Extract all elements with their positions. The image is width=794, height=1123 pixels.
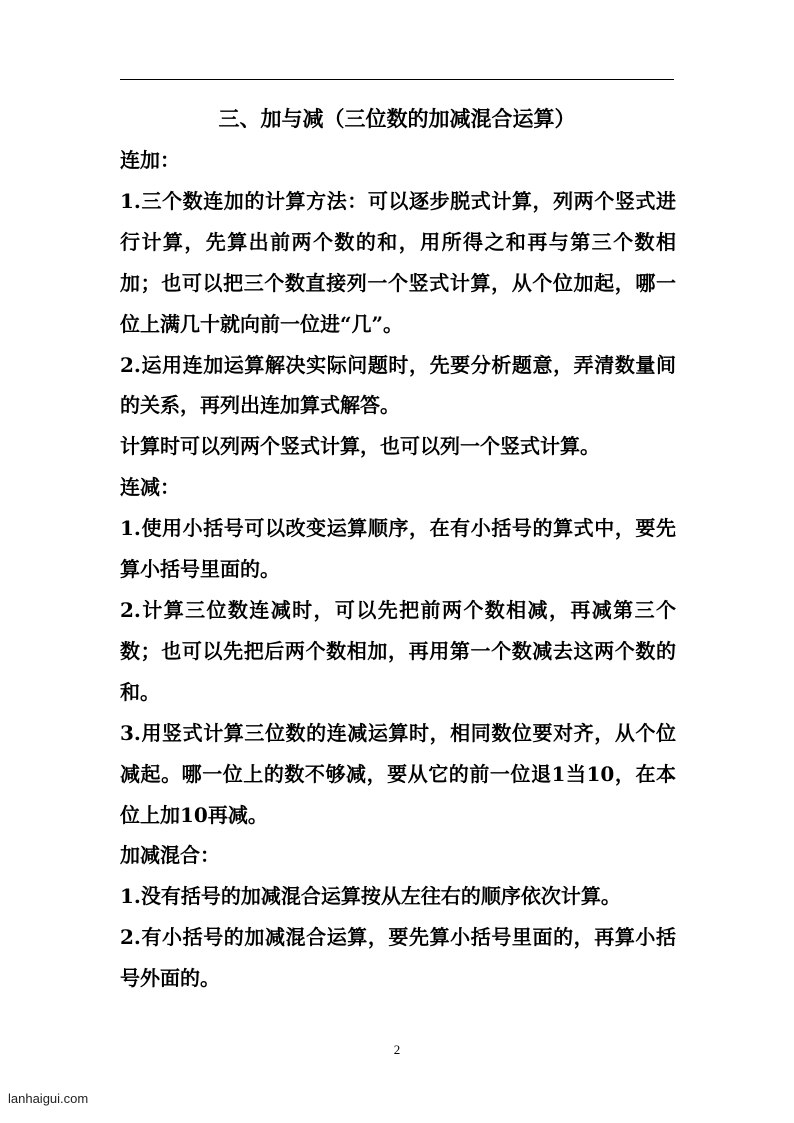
watermark-text: lanhaigui.com	[8, 1091, 89, 1106]
paragraph: 1.没有括号的加减混合运算按从左往右的顺序依次计算。	[120, 884, 621, 909]
heading-mixed-operations: 加减混合：	[120, 843, 220, 868]
paragraph: 2.计算三位数连减时，可以先把前两个数相减，再减第三个数；也可以先把后两个数相加，再用第一个数减去这两个数的和。	[120, 597, 676, 704]
page-number: 2	[393, 1042, 401, 1057]
heading-continuous-subtraction: 连减：	[120, 475, 180, 500]
header-rule	[120, 79, 674, 80]
paragraph: 3.用竖式计算三位数的连减运算时，相同数位要对齐，从个位减起。哪一位上的数不够减，要从它的前一位退1当10，在本位上加10再减。	[120, 720, 676, 827]
section-title: 三、加与减（三位数的加减混合运算）	[218, 106, 576, 131]
paragraph: 1.三个数连加的计算方法：可以逐步脱式计算，列两个竖式进行计算，先算出前两个数的和，用所得之和再与第三个数相加；也可以把三个数直接列一个竖式计算，从个位加起，哪一位上满几十就向前一位进“几”。	[120, 188, 676, 336]
paragraph: 2.运用连加运算解决实际问题时，先要分析题意，弄清数量间的关系，再列出连加算式解答。	[120, 352, 676, 418]
heading-continuous-addition: 连加：	[120, 148, 180, 172]
paragraph: 1.使用小括号可以改变运算顺序，在有小括号的算式中，要先算小括号里面的。	[120, 516, 676, 582]
document-body	[120, 140, 676, 999]
paragraph: 计算时可以列两个竖式计算，也可以列一个竖式计算。	[120, 434, 600, 459]
paragraph: 2.有小括号的加减混合运算，要先算小括号里面的，再算小括号外面的。	[120, 925, 676, 991]
